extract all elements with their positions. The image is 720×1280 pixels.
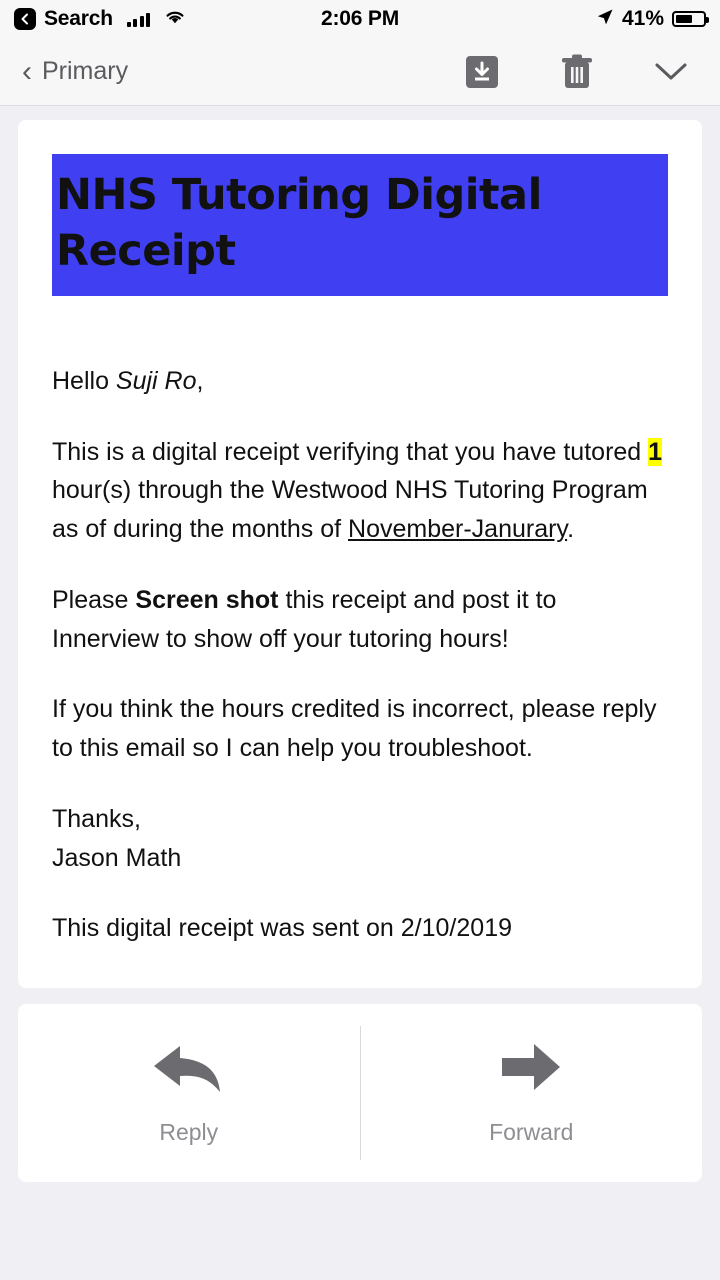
greeting-suffix: , [196, 366, 204, 395]
navigation-actions [464, 53, 698, 91]
archive-download-icon[interactable] [464, 54, 500, 90]
email-sent-date: This digital receipt was sent on 2/10/2019 [52, 914, 512, 943]
status-bar-clock: 2:06 PM [321, 7, 399, 30]
signoff-thanks: Thanks, [52, 804, 141, 833]
tutored-hours-highlight: 1 [648, 437, 663, 466]
email-banner-title: NHS Tutoring Digital Receipt [56, 170, 542, 276]
chevron-left-icon: ‹ [22, 54, 32, 88]
screenshot-text-part2: this receipt and post it to Innerview to show off your tutoring hours! [52, 585, 557, 653]
email-paragraph-receipt [52, 433, 668, 549]
forward-label: Forward [489, 1119, 574, 1146]
battery-percent-label: 41% [621, 7, 664, 30]
trash-icon[interactable] [560, 53, 594, 91]
status-bar-right [596, 7, 706, 31]
recipient-name: Suji Ro [115, 366, 197, 395]
sender-name: Jason Math [52, 843, 182, 872]
email-signoff [52, 800, 668, 878]
battery-icon [672, 11, 706, 27]
status-bar-app-label[interactable]: Search [44, 7, 113, 30]
months-range: November-Janurary [348, 515, 568, 544]
navigation-bar [0, 38, 720, 106]
cellular-signal-icon [127, 11, 151, 27]
receipt-text-part2: hour(s) through the Westwood NHS Tutoring Program as of during the months of [52, 476, 648, 544]
back-chevron-icon[interactable] [14, 8, 36, 30]
forward-arrow-icon [498, 1040, 564, 1103]
status-bar-left [14, 7, 596, 31]
reply-arrow-icon [150, 1040, 228, 1103]
reply-label: Reply [159, 1119, 219, 1146]
receipt-text-part3: . [567, 515, 575, 544]
email-actions-card [18, 1004, 702, 1182]
reply-button[interactable] [18, 1004, 360, 1182]
screenshot-emphasis: Screen shot [135, 585, 279, 614]
email-body-text [52, 362, 668, 948]
greeting-prefix: Hello [52, 366, 116, 395]
location-arrow-icon [596, 8, 614, 31]
email-paragraph-screenshot [52, 581, 668, 659]
chevron-down-icon[interactable] [654, 61, 688, 83]
email-scroll-area[interactable] [0, 106, 720, 1280]
screenshot-text-part1: Please [52, 585, 136, 614]
email-banner [52, 154, 668, 296]
status-bar [0, 0, 720, 38]
email-paragraph-incorrect-hours: If you think the hours credited is incorrect, please reply to this email so I can help you troubleshoot. [52, 695, 657, 763]
wifi-icon [164, 9, 186, 30]
forward-button[interactable] [361, 1004, 703, 1182]
email-body-card [18, 120, 702, 988]
back-button-label: Primary [42, 57, 129, 85]
receipt-text-part1: This is a digital receipt verifying that you have tutored [52, 437, 649, 466]
back-to-primary-button[interactable] [22, 54, 129, 88]
email-greeting [52, 362, 668, 401]
